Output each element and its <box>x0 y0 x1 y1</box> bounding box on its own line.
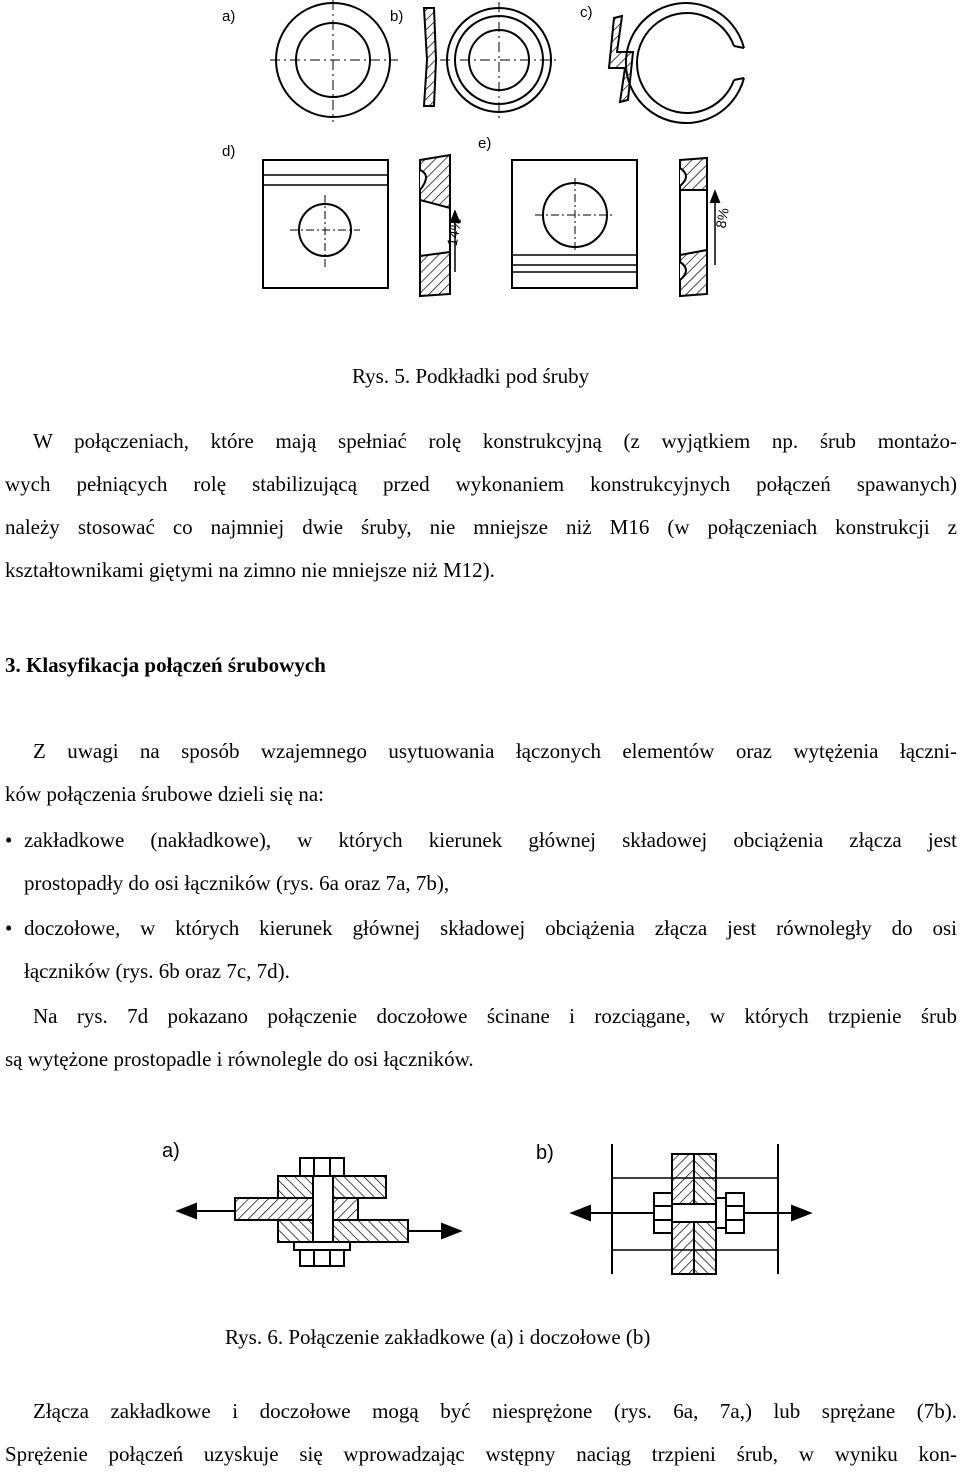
paragraph-3-line-1: Na rys. 7d pokazano połączenie doczołowe ścinane i rozciągane, w których trzpienie śrub <box>33 1004 957 1028</box>
paragraph-4 <box>5 1390 957 1476</box>
paragraph-4-line-1: Złącza zakładkowe i doczołowe mogą być niesprężone (rys. 6a, 7a,) lub sprężane (7b). <box>33 1399 957 1423</box>
figure-6-label-a: a) <box>162 1140 180 1162</box>
figure-5-label-c: c) <box>580 4 593 21</box>
paragraph-4-line-2: Sprężenie połączeń uzyskuje się wprowadzając wstępny naciąg trzpieni śrub, w wyniku kon- <box>5 1442 957 1466</box>
paragraph-1 <box>5 420 957 592</box>
paragraph-3-line-2: są wytężone prostopadle i równolegle do osi łączników. <box>5 1047 474 1071</box>
figure-5-label-b: b) <box>390 8 404 25</box>
paragraph-1-line-3: należy stosować co najmniej dwie śruby, nie mniejsze niż M16 (w połączeniach konstrukcji z <box>5 515 957 539</box>
figure-6-label-b: b) <box>536 1142 554 1164</box>
bullet-dot: • <box>5 916 13 940</box>
bullet-dot: • <box>5 828 13 852</box>
paragraph-1-line-1: W połączeniach, które mają spełniać rolę konstrukcyjną (z wyjątkiem np. śrub montażo- <box>33 429 957 453</box>
figure-5-label-d: d) <box>222 143 236 160</box>
figure-5-label-a: a) <box>222 8 236 25</box>
bullet-item-2-line-2: łączników (rys. 6b oraz 7c, 7d). <box>24 959 290 983</box>
washer-d-drawing <box>263 155 459 296</box>
figure-5-slope-d: 14% <box>443 216 465 248</box>
bullet-item <box>5 907 957 993</box>
washer-a-drawing <box>270 0 398 122</box>
bullet-item-1-line-2: prostopadły do osi łączników (rys. 6a oraz 7a, 7b), <box>24 871 450 895</box>
figure-5-slope-e: 8% <box>712 206 732 230</box>
bullet-item-1-line-1: zakładkowe (nakładkowe), w których kierunek głównej składowej obciążenia złącza jest <box>24 828 957 852</box>
bullet-item-2-line-1: doczołowe, w których kierunek głównej składowej obciążenia złącza jest równoległy do osi <box>24 916 957 940</box>
figure-6a-drawing <box>178 1158 460 1266</box>
paragraph-3 <box>5 995 957 1081</box>
washer-e-drawing <box>512 158 719 296</box>
paragraph-2 <box>5 730 957 816</box>
washer-c-drawing <box>609 3 744 123</box>
figure-5-washers <box>0 0 960 320</box>
figure-6b-drawing <box>572 1144 810 1274</box>
paragraph-2-line-1: Z uwagi na sposób wzajemnego usytuowania łączonych elementów oraz wytężenia łączni- <box>33 739 957 763</box>
washer-b-drawing <box>424 2 560 118</box>
figure-6-joints <box>0 1140 960 1290</box>
section-heading: 3. Klasyfikacja połączeń śrubowych <box>5 653 326 677</box>
figure-5-label-e: e) <box>478 135 492 152</box>
figure-6-caption: Rys. 6. Połączenie zakładkowe (a) i doczołowe (b) <box>225 1325 651 1349</box>
bullet-item <box>5 819 957 905</box>
paragraph-1-line-4: kształtownikami giętymi na zimno nie mniejsze niż M12). <box>5 558 495 582</box>
bullet-list <box>5 819 957 993</box>
paragraph-1-line-2: wych pełniących rolę stabilizującą przed wykonaniem konstrukcyjnych połączeń spawanych) <box>5 472 957 496</box>
paragraph-2-line-2: ków połączenia śrubowe dzieli się na: <box>5 782 324 806</box>
figure-5-caption: Rys. 5. Podkładki pod śruby <box>352 364 590 388</box>
